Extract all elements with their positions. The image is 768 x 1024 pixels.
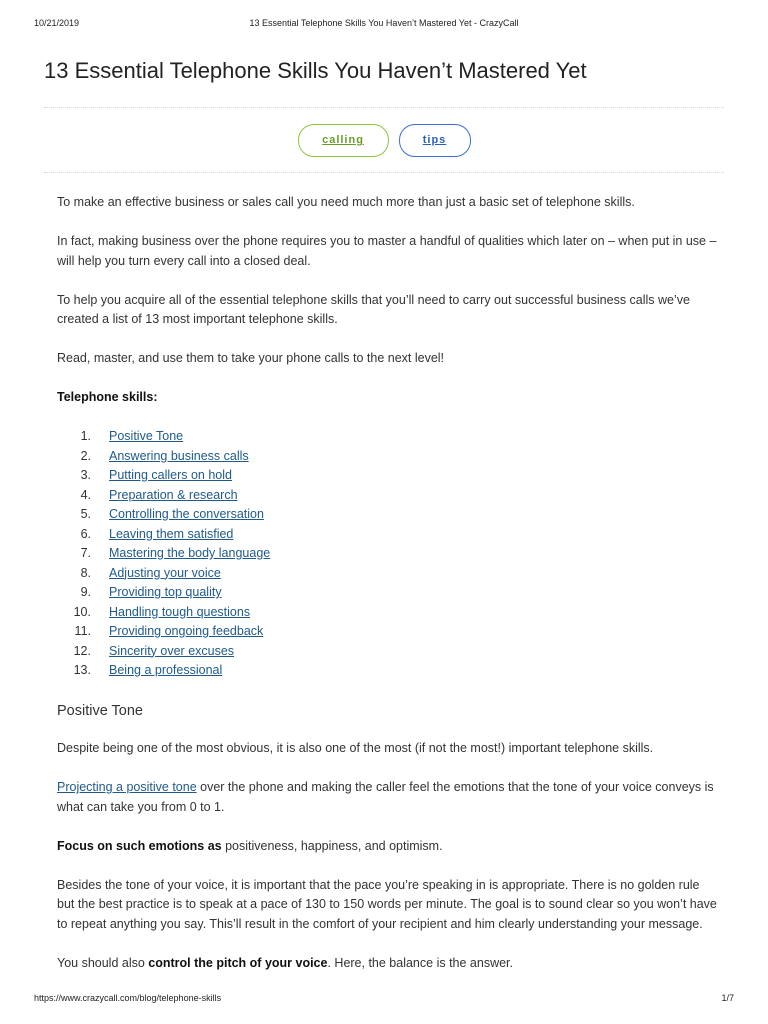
section-paragraph-3: [57, 837, 717, 857]
section-paragraph-4: Besides the tone of your voice, it is important that the pace you’re speaking in is appropriate. There is no golden rule but the best practice is to speak at a pace of 130 to 150 words per minute. The goal is to sound clear so you won’t have to repeat anything you say. This’ll result in the comfort of your recipient and him clearly understanding your message.: [57, 877, 717, 931]
toc-item: [57, 583, 717, 603]
toc-number: 9.: [80, 585, 91, 599]
toc-link-handling-tough-questions[interactable]: Handling tough questions: [109, 604, 251, 619]
toc-link-providing-top-quality[interactable]: Providing top quality: [109, 585, 222, 599]
toc-label: Telephone skills:: [57, 390, 158, 404]
article-title: 13 Essential Telephone Skills You Haven’t Mastered Yet: [44, 58, 587, 83]
section-paragraph-5: [57, 954, 717, 974]
toc-number: 4.: [80, 487, 91, 502]
toc-number: 7.: [80, 546, 91, 560]
intro-paragraph-3: To help you acquire all of the essential telephone skills that you’ll need to carry out successful business calls we’ve created a list of 13 most important telephone skills.: [57, 292, 690, 326]
article-body: [57, 193, 717, 993]
toc-item: [57, 544, 717, 564]
toc-item: [57, 622, 717, 642]
tag-list: [0, 124, 768, 157]
toc-link-sincerity-over-excuses[interactable]: Sincerity over excuses: [109, 643, 235, 658]
page-number: 1/7: [721, 993, 734, 1003]
toc-number: 11.: [74, 624, 91, 638]
section-heading-positive-tone: Positive Tone: [57, 703, 143, 719]
intro-paragraph-4: Read, master, and use them to take your phone calls to the next level!: [57, 351, 445, 365]
toc-number: 8.: [80, 565, 91, 580]
toc-number: 10.: [73, 604, 91, 619]
section-paragraph-1: Despite being one of the most obvious, it is also one of the most (if not the most!) important telephone skills.: [57, 741, 654, 755]
toc-item: [57, 447, 717, 467]
tags-divider: [44, 172, 724, 173]
toc-link-positive-tone[interactable]: Positive Tone: [109, 429, 184, 443]
toc-number: 13.: [73, 663, 91, 677]
print-footer: [34, 993, 734, 1007]
toc-number: 12.: [73, 643, 91, 658]
toc-link-being-a-professional[interactable]: Being a professional: [109, 663, 223, 677]
emphasis-text: Focus on such emotions as: [57, 838, 222, 853]
section-paragraph-3-text: positiveness, happiness, and optimism.: [221, 838, 443, 853]
toc-item: [57, 661, 717, 681]
tag-calling[interactable]: calling: [298, 124, 389, 157]
print-header: [34, 18, 734, 32]
toc-item: [57, 505, 717, 525]
toc-link-providing-ongoing-feedback[interactable]: Providing ongoing feedback: [109, 624, 264, 638]
projecting-positive-tone-link[interactable]: Projecting a positive tone: [57, 780, 197, 794]
toc-item: [57, 525, 717, 545]
section-paragraph-5-start: You should also: [57, 955, 149, 970]
toc-link-adjusting-your-voice[interactable]: Adjusting your voice: [109, 565, 221, 580]
toc-number: 3.: [80, 468, 91, 482]
tag-tips[interactable]: tips: [399, 124, 471, 157]
toc-number: 6.: [80, 526, 91, 541]
toc-link-leaving-them-satisfied[interactable]: Leaving them satisfied: [109, 526, 234, 541]
title-divider: [44, 107, 724, 108]
emphasis-text: control the pitch of your voice: [148, 955, 328, 970]
section-paragraph-2: [57, 778, 717, 817]
toc-number: 2.: [80, 448, 91, 463]
print-page-title: 13 Essential Telephone Skills You Haven’t Mastered Yet - CrazyCall: [249, 18, 519, 28]
toc-link-preparation-research[interactable]: Preparation & research: [109, 487, 238, 502]
toc-link-answering-business-calls[interactable]: Answering business calls: [109, 448, 249, 463]
toc-number: 5.: [80, 507, 91, 521]
section-paragraph-2-text: over the phone and making the caller feel the emotions that the tone of your voice conveys is what can take you from 0 to 1.: [57, 780, 714, 814]
toc-item: [57, 642, 717, 662]
toc-item: [57, 603, 717, 623]
toc-link-mastering-body-language[interactable]: Mastering the body language: [109, 546, 271, 560]
print-date: 10/21/2019: [34, 18, 80, 28]
toc-item: [57, 466, 717, 486]
intro-paragraph-1: To make an effective business or sales call you need much more than just a basic set of telephone skills.: [57, 195, 635, 209]
toc-list: [57, 427, 717, 681]
toc-item: [57, 486, 717, 506]
toc-item: [57, 427, 717, 447]
toc-number: 1.: [80, 429, 91, 443]
intro-paragraph-2: In fact, making business over the phone requires you to master a handful of qualities which later on – when put in use – will help you turn every call into a closed deal.: [57, 234, 717, 268]
section-paragraph-5-rest: . Here, the balance is the answer.: [327, 955, 513, 970]
print-url: https://www.crazycall.com/blog/telephone-skills: [34, 993, 222, 1003]
toc-link-controlling-the-conversation[interactable]: Controlling the conversation: [109, 507, 264, 521]
toc-item: [57, 564, 717, 584]
toc-link-putting-callers-on-hold[interactable]: Putting callers on hold: [109, 468, 232, 482]
